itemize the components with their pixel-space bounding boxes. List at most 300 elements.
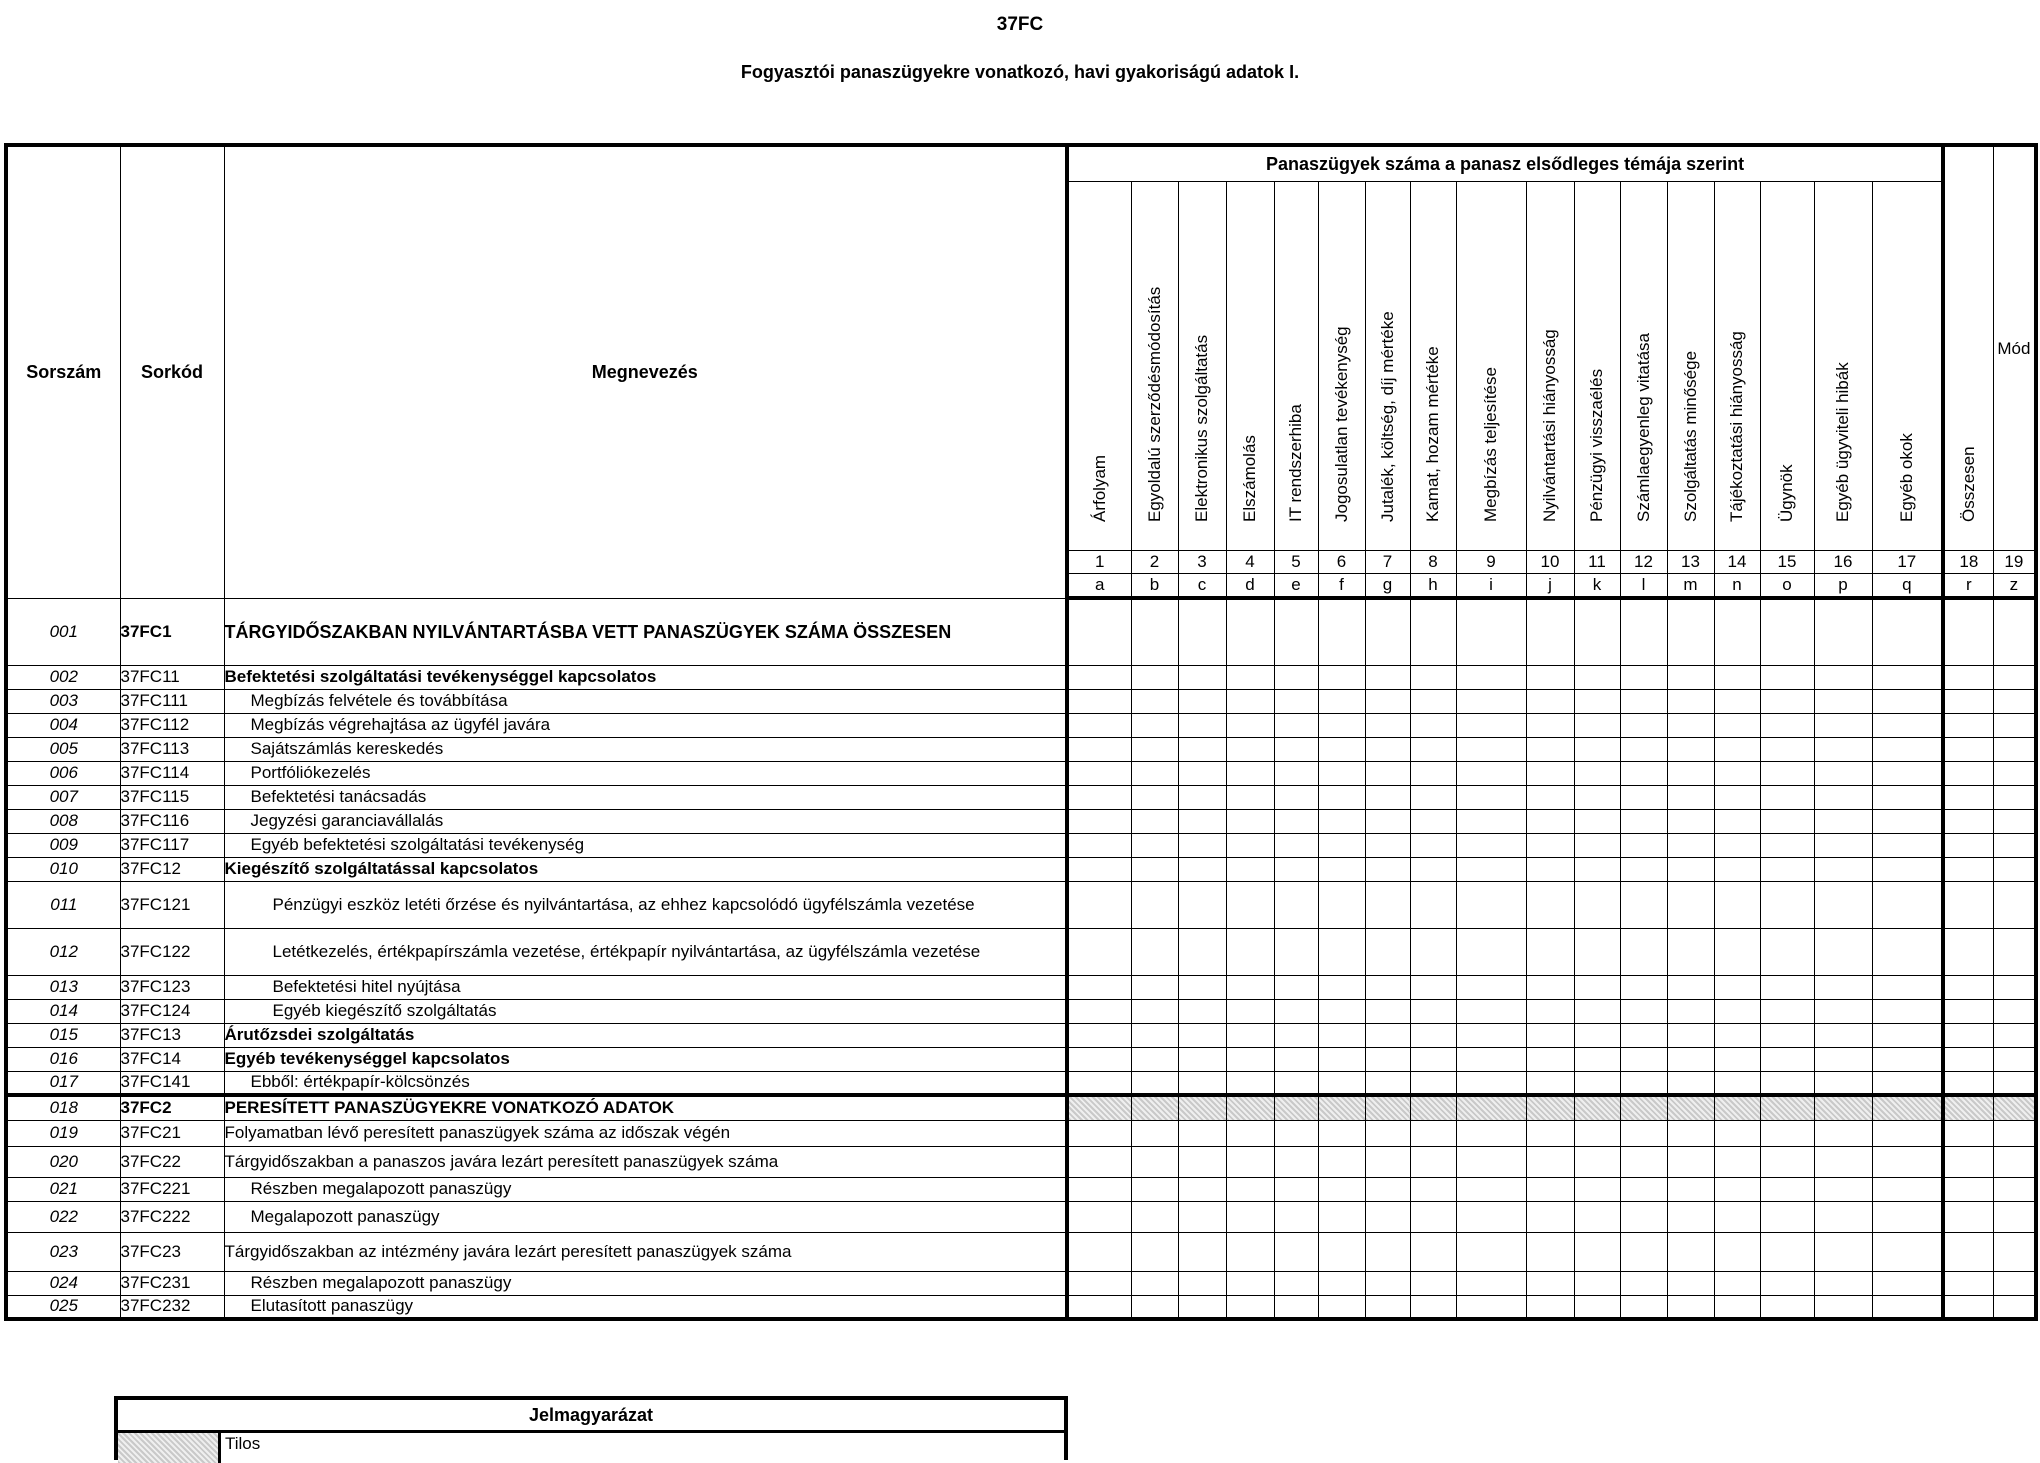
data-cell[interactable]: [1226, 928, 1274, 975]
data-cell[interactable]: [1993, 1271, 2036, 1295]
data-cell[interactable]: [1620, 1047, 1667, 1071]
data-cell[interactable]: [1760, 809, 1814, 833]
data-cell[interactable]: [1131, 833, 1178, 857]
data-cell[interactable]: [1714, 665, 1760, 689]
data-cell[interactable]: [1872, 1177, 1943, 1201]
data-cell[interactable]: [1872, 1201, 1943, 1232]
data-cell[interactable]: [1714, 928, 1760, 975]
data-cell[interactable]: [1226, 809, 1274, 833]
data-cell[interactable]: [1667, 975, 1714, 999]
data-cell[interactable]: [1131, 1295, 1178, 1319]
data-cell[interactable]: [1178, 975, 1226, 999]
data-cell[interactable]: [1714, 761, 1760, 785]
data-cell[interactable]: [1178, 785, 1226, 809]
data-cell[interactable]: [1943, 1071, 1993, 1095]
data-cell[interactable]: [1410, 785, 1456, 809]
data-cell[interactable]: [1067, 999, 1131, 1023]
data-cell[interactable]: [1667, 857, 1714, 881]
data-cell[interactable]: [1667, 833, 1714, 857]
data-cell[interactable]: [1365, 1120, 1410, 1146]
data-cell[interactable]: [1456, 1271, 1526, 1295]
data-cell[interactable]: [1131, 857, 1178, 881]
data-cell[interactable]: [1620, 785, 1667, 809]
data-cell[interactable]: [1620, 928, 1667, 975]
data-cell[interactable]: [1178, 999, 1226, 1023]
data-cell[interactable]: [1131, 1047, 1178, 1071]
data-cell[interactable]: [1226, 1023, 1274, 1047]
data-cell[interactable]: [1365, 881, 1410, 928]
data-cell[interactable]: [1274, 737, 1318, 761]
data-cell[interactable]: [1318, 785, 1365, 809]
data-cell[interactable]: [1318, 1120, 1365, 1146]
data-cell[interactable]: [1943, 1201, 1993, 1232]
data-cell[interactable]: [1178, 1146, 1226, 1177]
data-cell[interactable]: [1993, 928, 2036, 975]
data-cell[interactable]: [1620, 999, 1667, 1023]
data-cell[interactable]: [1456, 1201, 1526, 1232]
data-cell[interactable]: [1274, 1295, 1318, 1319]
data-cell[interactable]: [1760, 975, 1814, 999]
data-cell[interactable]: [1574, 999, 1620, 1023]
data-cell[interactable]: [1274, 1023, 1318, 1047]
data-cell[interactable]: [1943, 928, 1993, 975]
data-cell[interactable]: [1993, 598, 2036, 665]
data-cell[interactable]: [1760, 785, 1814, 809]
data-cell[interactable]: [1410, 1232, 1456, 1271]
data-cell[interactable]: [1993, 881, 2036, 928]
data-cell[interactable]: [1872, 761, 1943, 785]
data-cell[interactable]: [1993, 1295, 2036, 1319]
data-cell[interactable]: [1226, 881, 1274, 928]
data-cell[interactable]: [1131, 761, 1178, 785]
data-cell[interactable]: [1526, 1146, 1574, 1177]
data-cell[interactable]: [1274, 809, 1318, 833]
data-cell[interactable]: [1226, 761, 1274, 785]
data-cell[interactable]: [1410, 1295, 1456, 1319]
data-cell[interactable]: [1365, 665, 1410, 689]
data-cell[interactable]: [1620, 881, 1667, 928]
data-cell[interactable]: [1760, 833, 1814, 857]
data-cell[interactable]: [1365, 1271, 1410, 1295]
data-cell[interactable]: [1131, 737, 1178, 761]
data-cell[interactable]: [1131, 785, 1178, 809]
data-cell[interactable]: [1667, 809, 1714, 833]
data-cell[interactable]: [1872, 1071, 1943, 1095]
data-cell[interactable]: [1814, 1201, 1872, 1232]
data-cell[interactable]: [1410, 928, 1456, 975]
data-cell[interactable]: [1526, 1295, 1574, 1319]
data-cell[interactable]: [1456, 881, 1526, 928]
data-cell[interactable]: [1456, 689, 1526, 713]
data-cell[interactable]: [1365, 761, 1410, 785]
data-cell[interactable]: [1131, 928, 1178, 975]
data-cell[interactable]: [1760, 1295, 1814, 1319]
data-cell[interactable]: [1574, 1071, 1620, 1095]
data-cell[interactable]: [1667, 713, 1714, 737]
data-cell[interactable]: [1318, 928, 1365, 975]
data-cell[interactable]: [1318, 1047, 1365, 1071]
data-cell[interactable]: [1274, 1201, 1318, 1232]
data-cell[interactable]: [1943, 1120, 1993, 1146]
data-cell[interactable]: [1318, 999, 1365, 1023]
data-cell[interactable]: [1872, 1295, 1943, 1319]
data-cell[interactable]: [1620, 665, 1667, 689]
data-cell[interactable]: [1456, 1295, 1526, 1319]
data-cell[interactable]: [1178, 833, 1226, 857]
data-cell[interactable]: [1872, 713, 1943, 737]
data-cell[interactable]: [1760, 761, 1814, 785]
data-cell[interactable]: [1620, 737, 1667, 761]
data-cell[interactable]: [1574, 975, 1620, 999]
data-cell[interactable]: [1526, 1023, 1574, 1047]
data-cell[interactable]: [1814, 1023, 1872, 1047]
data-cell[interactable]: [1318, 1295, 1365, 1319]
data-cell[interactable]: [1872, 689, 1943, 713]
data-cell[interactable]: [1814, 713, 1872, 737]
data-cell[interactable]: [1178, 1023, 1226, 1047]
data-cell[interactable]: [1318, 1071, 1365, 1095]
data-cell[interactable]: [1667, 1201, 1714, 1232]
data-cell[interactable]: [1814, 928, 1872, 975]
data-cell[interactable]: [1131, 999, 1178, 1023]
data-cell[interactable]: [1067, 1047, 1131, 1071]
data-cell[interactable]: [1872, 785, 1943, 809]
data-cell[interactable]: [1872, 598, 1943, 665]
data-cell[interactable]: [1226, 1295, 1274, 1319]
data-cell[interactable]: [1714, 1177, 1760, 1201]
data-cell[interactable]: [1993, 737, 2036, 761]
data-cell[interactable]: [1620, 1201, 1667, 1232]
data-cell[interactable]: [1667, 1120, 1714, 1146]
data-cell[interactable]: [1620, 1271, 1667, 1295]
data-cell[interactable]: [1872, 833, 1943, 857]
data-cell[interactable]: [1993, 1071, 2036, 1095]
data-cell[interactable]: [1574, 833, 1620, 857]
data-cell[interactable]: [1814, 833, 1872, 857]
data-cell[interactable]: [1131, 881, 1178, 928]
data-cell[interactable]: [1714, 1146, 1760, 1177]
data-cell[interactable]: [1814, 785, 1872, 809]
data-cell[interactable]: [1226, 737, 1274, 761]
data-cell[interactable]: [1274, 1146, 1318, 1177]
data-cell[interactable]: [1456, 737, 1526, 761]
data-cell[interactable]: [1714, 598, 1760, 665]
data-cell[interactable]: [1574, 1271, 1620, 1295]
data-cell[interactable]: [1943, 689, 1993, 713]
data-cell[interactable]: [1365, 1071, 1410, 1095]
data-cell[interactable]: [1365, 809, 1410, 833]
data-cell[interactable]: [1226, 975, 1274, 999]
data-cell[interactable]: [1178, 1177, 1226, 1201]
data-cell[interactable]: [1410, 1146, 1456, 1177]
data-cell[interactable]: [1178, 1201, 1226, 1232]
data-cell[interactable]: [1274, 1177, 1318, 1201]
data-cell[interactable]: [1526, 1271, 1574, 1295]
data-cell[interactable]: [1274, 1047, 1318, 1071]
data-cell[interactable]: [1410, 689, 1456, 713]
data-cell[interactable]: [1226, 1047, 1274, 1071]
data-cell[interactable]: [1318, 1023, 1365, 1047]
data-cell[interactable]: [1526, 713, 1574, 737]
data-cell[interactable]: [1943, 881, 1993, 928]
data-cell[interactable]: [1274, 1232, 1318, 1271]
data-cell[interactable]: [1067, 809, 1131, 833]
data-cell[interactable]: [1067, 1201, 1131, 1232]
data-cell[interactable]: [1872, 1120, 1943, 1146]
data-cell[interactable]: [1410, 1271, 1456, 1295]
data-cell[interactable]: [1714, 809, 1760, 833]
data-cell[interactable]: [1993, 785, 2036, 809]
data-cell[interactable]: [1410, 1071, 1456, 1095]
data-cell[interactable]: [1456, 598, 1526, 665]
data-cell[interactable]: [1410, 761, 1456, 785]
data-cell[interactable]: [1667, 737, 1714, 761]
data-cell[interactable]: [1667, 761, 1714, 785]
data-cell[interactable]: [1993, 857, 2036, 881]
data-cell[interactable]: [1318, 975, 1365, 999]
data-cell[interactable]: [1067, 761, 1131, 785]
data-cell[interactable]: [1760, 1232, 1814, 1271]
data-cell[interactable]: [1943, 737, 1993, 761]
data-cell[interactable]: [1993, 1232, 2036, 1271]
data-cell[interactable]: [1760, 1023, 1814, 1047]
data-cell[interactable]: [1574, 1295, 1620, 1319]
data-cell[interactable]: [1067, 1271, 1131, 1295]
data-cell[interactable]: [1456, 928, 1526, 975]
data-cell[interactable]: [1814, 598, 1872, 665]
data-cell[interactable]: [1178, 1295, 1226, 1319]
data-cell[interactable]: [1318, 1201, 1365, 1232]
data-cell[interactable]: [1365, 928, 1410, 975]
data-cell[interactable]: [1872, 1047, 1943, 1071]
data-cell[interactable]: [1456, 785, 1526, 809]
data-cell[interactable]: [1178, 737, 1226, 761]
data-cell[interactable]: [1760, 689, 1814, 713]
data-cell[interactable]: [1872, 1023, 1943, 1047]
data-cell[interactable]: [1943, 761, 1993, 785]
data-cell[interactable]: [1178, 1120, 1226, 1146]
data-cell[interactable]: [1067, 857, 1131, 881]
data-cell[interactable]: [1067, 975, 1131, 999]
data-cell[interactable]: [1274, 1071, 1318, 1095]
data-cell[interactable]: [1410, 809, 1456, 833]
data-cell[interactable]: [1667, 928, 1714, 975]
data-cell[interactable]: [1814, 1177, 1872, 1201]
data-cell[interactable]: [1365, 975, 1410, 999]
data-cell[interactable]: [1456, 999, 1526, 1023]
data-cell[interactable]: [1620, 1120, 1667, 1146]
data-cell[interactable]: [1226, 1232, 1274, 1271]
data-cell[interactable]: [1872, 975, 1943, 999]
data-cell[interactable]: [1456, 975, 1526, 999]
data-cell[interactable]: [1274, 665, 1318, 689]
data-cell[interactable]: [1526, 785, 1574, 809]
data-cell[interactable]: [1943, 1295, 1993, 1319]
data-cell[interactable]: [1714, 1071, 1760, 1095]
data-cell[interactable]: [1318, 1146, 1365, 1177]
data-cell[interactable]: [1226, 1071, 1274, 1095]
data-cell[interactable]: [1993, 809, 2036, 833]
data-cell[interactable]: [1274, 713, 1318, 737]
data-cell[interactable]: [1993, 999, 2036, 1023]
data-cell[interactable]: [1714, 1047, 1760, 1071]
data-cell[interactable]: [1318, 665, 1365, 689]
data-cell[interactable]: [1714, 833, 1760, 857]
data-cell[interactable]: [1410, 737, 1456, 761]
data-cell[interactable]: [1993, 1047, 2036, 1071]
data-cell[interactable]: [1814, 1295, 1872, 1319]
data-cell[interactable]: [1526, 857, 1574, 881]
data-cell[interactable]: [1872, 999, 1943, 1023]
data-cell[interactable]: [1814, 665, 1872, 689]
data-cell[interactable]: [1178, 713, 1226, 737]
data-cell[interactable]: [1620, 1232, 1667, 1271]
data-cell[interactable]: [1131, 598, 1178, 665]
data-cell[interactable]: [1943, 1146, 1993, 1177]
data-cell[interactable]: [1274, 928, 1318, 975]
data-cell[interactable]: [1620, 857, 1667, 881]
data-cell[interactable]: [1456, 665, 1526, 689]
data-cell[interactable]: [1667, 1071, 1714, 1095]
data-cell[interactable]: [1456, 857, 1526, 881]
data-cell[interactable]: [1620, 809, 1667, 833]
data-cell[interactable]: [1410, 1047, 1456, 1071]
data-cell[interactable]: [1410, 665, 1456, 689]
data-cell[interactable]: [1526, 737, 1574, 761]
data-cell[interactable]: [1226, 833, 1274, 857]
data-cell[interactable]: [1667, 1177, 1714, 1201]
data-cell[interactable]: [1226, 857, 1274, 881]
data-cell[interactable]: [1526, 1232, 1574, 1271]
data-cell[interactable]: [1620, 598, 1667, 665]
data-cell[interactable]: [1993, 665, 2036, 689]
data-cell[interactable]: [1318, 737, 1365, 761]
data-cell[interactable]: [1526, 598, 1574, 665]
data-cell[interactable]: [1993, 1023, 2036, 1047]
data-cell[interactable]: [1226, 1146, 1274, 1177]
data-cell[interactable]: [1526, 928, 1574, 975]
data-cell[interactable]: [1456, 1047, 1526, 1071]
data-cell[interactable]: [1943, 809, 1993, 833]
data-cell[interactable]: [1620, 689, 1667, 713]
data-cell[interactable]: [1872, 857, 1943, 881]
data-cell[interactable]: [1760, 1177, 1814, 1201]
data-cell[interactable]: [1178, 1071, 1226, 1095]
data-cell[interactable]: [1274, 999, 1318, 1023]
data-cell[interactable]: [1714, 1232, 1760, 1271]
data-cell[interactable]: [1131, 665, 1178, 689]
data-cell[interactable]: [1574, 928, 1620, 975]
data-cell[interactable]: [1714, 1295, 1760, 1319]
data-cell[interactable]: [1620, 1177, 1667, 1201]
data-cell[interactable]: [1943, 975, 1993, 999]
data-cell[interactable]: [1131, 975, 1178, 999]
data-cell[interactable]: [1526, 975, 1574, 999]
data-cell[interactable]: [1993, 1201, 2036, 1232]
data-cell[interactable]: [1274, 598, 1318, 665]
data-cell[interactable]: [1365, 1023, 1410, 1047]
data-cell[interactable]: [1274, 881, 1318, 928]
data-cell[interactable]: [1274, 689, 1318, 713]
data-cell[interactable]: [1067, 737, 1131, 761]
data-cell[interactable]: [1574, 598, 1620, 665]
data-cell[interactable]: [1943, 785, 1993, 809]
data-cell[interactable]: [1365, 1295, 1410, 1319]
data-cell[interactable]: [1943, 1271, 1993, 1295]
data-cell[interactable]: [1620, 761, 1667, 785]
data-cell[interactable]: [1760, 1201, 1814, 1232]
data-cell[interactable]: [1814, 761, 1872, 785]
data-cell[interactable]: [1574, 1120, 1620, 1146]
data-cell[interactable]: [1226, 598, 1274, 665]
data-cell[interactable]: [1714, 1023, 1760, 1047]
data-cell[interactable]: [1226, 999, 1274, 1023]
data-cell[interactable]: [1814, 737, 1872, 761]
data-cell[interactable]: [1131, 809, 1178, 833]
data-cell[interactable]: [1620, 1023, 1667, 1047]
data-cell[interactable]: [1943, 1177, 1993, 1201]
data-cell[interactable]: [1943, 665, 1993, 689]
data-cell[interactable]: [1760, 1271, 1814, 1295]
data-cell[interactable]: [1274, 1120, 1318, 1146]
data-cell[interactable]: [1714, 975, 1760, 999]
data-cell[interactable]: [1993, 713, 2036, 737]
data-cell[interactable]: [1714, 785, 1760, 809]
data-cell[interactable]: [1620, 975, 1667, 999]
data-cell[interactable]: [1760, 598, 1814, 665]
data-cell[interactable]: [1667, 1146, 1714, 1177]
data-cell[interactable]: [1993, 689, 2036, 713]
data-cell[interactable]: [1365, 1146, 1410, 1177]
data-cell[interactable]: [1456, 1232, 1526, 1271]
data-cell[interactable]: [1226, 665, 1274, 689]
data-cell[interactable]: [1365, 857, 1410, 881]
data-cell[interactable]: [1526, 1071, 1574, 1095]
data-cell[interactable]: [1526, 881, 1574, 928]
data-cell[interactable]: [1226, 785, 1274, 809]
data-cell[interactable]: [1574, 1201, 1620, 1232]
data-cell[interactable]: [1410, 999, 1456, 1023]
data-cell[interactable]: [1526, 999, 1574, 1023]
data-cell[interactable]: [1814, 881, 1872, 928]
data-cell[interactable]: [1943, 1232, 1993, 1271]
data-cell[interactable]: [1993, 1146, 2036, 1177]
data-cell[interactable]: [1714, 1120, 1760, 1146]
data-cell[interactable]: [1814, 1232, 1872, 1271]
data-cell[interactable]: [1667, 598, 1714, 665]
data-cell[interactable]: [1526, 809, 1574, 833]
data-cell[interactable]: [1365, 833, 1410, 857]
data-cell[interactable]: [1131, 1120, 1178, 1146]
data-cell[interactable]: [1620, 713, 1667, 737]
data-cell[interactable]: [1943, 999, 1993, 1023]
data-cell[interactable]: [1456, 761, 1526, 785]
data-cell[interactable]: [1993, 761, 2036, 785]
data-cell[interactable]: [1760, 1047, 1814, 1071]
data-cell[interactable]: [1872, 1146, 1943, 1177]
data-cell[interactable]: [1178, 809, 1226, 833]
data-cell[interactable]: [1872, 737, 1943, 761]
data-cell[interactable]: [1667, 665, 1714, 689]
data-cell[interactable]: [1526, 833, 1574, 857]
data-cell[interactable]: [1526, 665, 1574, 689]
data-cell[interactable]: [1760, 713, 1814, 737]
data-cell[interactable]: [1178, 689, 1226, 713]
data-cell[interactable]: [1318, 1177, 1365, 1201]
data-cell[interactable]: [1714, 737, 1760, 761]
data-cell[interactable]: [1067, 689, 1131, 713]
data-cell[interactable]: [1178, 665, 1226, 689]
